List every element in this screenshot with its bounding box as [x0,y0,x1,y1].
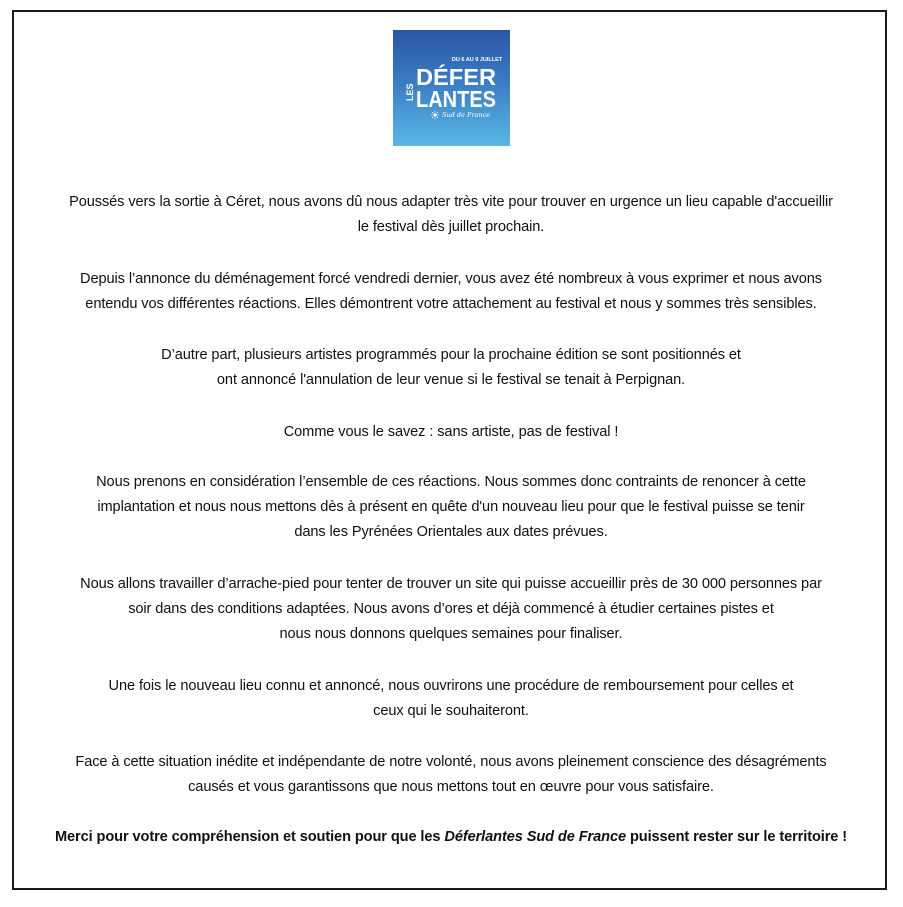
text-line: Comme vous le savez : sans artiste, pas de festival ! [283,424,619,440]
text-line: ont annoncé l'annulation de leur venue si le festival se tenait à Perpignan. [216,372,686,388]
text-line: D’autre part, plusieurs artistes programmés pour la prochaine édition se sont positionnés et [161,347,741,363]
closing-text-before: Merci pour votre compréhension et soutien pour que les [54,829,445,845]
logo-word-line1: DÉFER [416,64,494,90]
paragraph-1 [28,190,874,240]
logo-tagline: Sud de France [442,111,491,119]
text-line: ceux qui le souhaiteront. [373,703,529,719]
closing-festival-name: Déferlantes Sud de France [444,829,626,845]
closing-statement [28,825,874,850]
festival-logo [393,30,510,146]
text-line: dans les Pyrénées Orientales aux dates prévues. [294,524,608,540]
text-line: Depuis l’annonce du déménagement forcé vendredi dernier, vous avez été nombreux à vous exprimer et nous avons [80,271,822,287]
text-line: entendu vos différentes réactions. Elles démontrent votre attachement au festival et nous y sommes très sensibles. [85,296,817,312]
paragraph-5 [28,470,874,545]
text-line: Une fois le nouveau lieu connu et annoncé, nous ouvrirons une procédure de remboursement pour celles et [108,678,794,694]
logo-les: LES [405,83,415,101]
closing-text-after: puissent rester sur le territoire ! [625,829,848,845]
text-line: causés et vous garantissons que nous mettons tout en œuvre pour vous satisfaire. [188,779,714,795]
text-line: soir dans des conditions adaptées. Nous avons d’ores et déjà commencé à étudier certaines pistes et [128,601,774,617]
paragraph-3 [28,343,874,393]
paragraph-8 [28,750,874,800]
paragraph-7 [28,674,874,724]
paragraph-2 [28,267,874,317]
logo-graphic [393,30,510,146]
logo-dates: DU 6 AU 9 JUILLET [451,57,503,63]
logo-word-line2: LANTES [416,86,496,112]
text-line: implantation et nous nous mettons dès à présent en quête d'un nouveau lieu pour que le festival puisse se tenir [97,499,805,515]
text-line: Poussés vers la sortie à Céret, nous avons dû nous adapter très vite pour trouver en urgence un lieu capable d'accueillir [69,194,833,210]
paragraph-6 [28,572,874,647]
paragraph-4 [28,420,874,445]
sun-icon [431,111,439,119]
text-line: nous nous donnons quelques semaines pour finaliser. [279,626,623,642]
closing-line [28,825,874,850]
text-line: le festival dès juillet prochain. [357,219,545,235]
text-line: Face à cette situation inédite et indépendante de notre volonté, nous avons pleinement conscience des désagréments [75,754,827,770]
text-line: Nous allons travailler d’arrache-pied pour tenter de trouver un site qui puisse accueillir près de 30 000 personnes par [80,576,822,592]
text-line: Nous prenons en considération l’ensemble de ces réactions. Nous sommes donc contraints de renoncer à cette [96,474,806,490]
